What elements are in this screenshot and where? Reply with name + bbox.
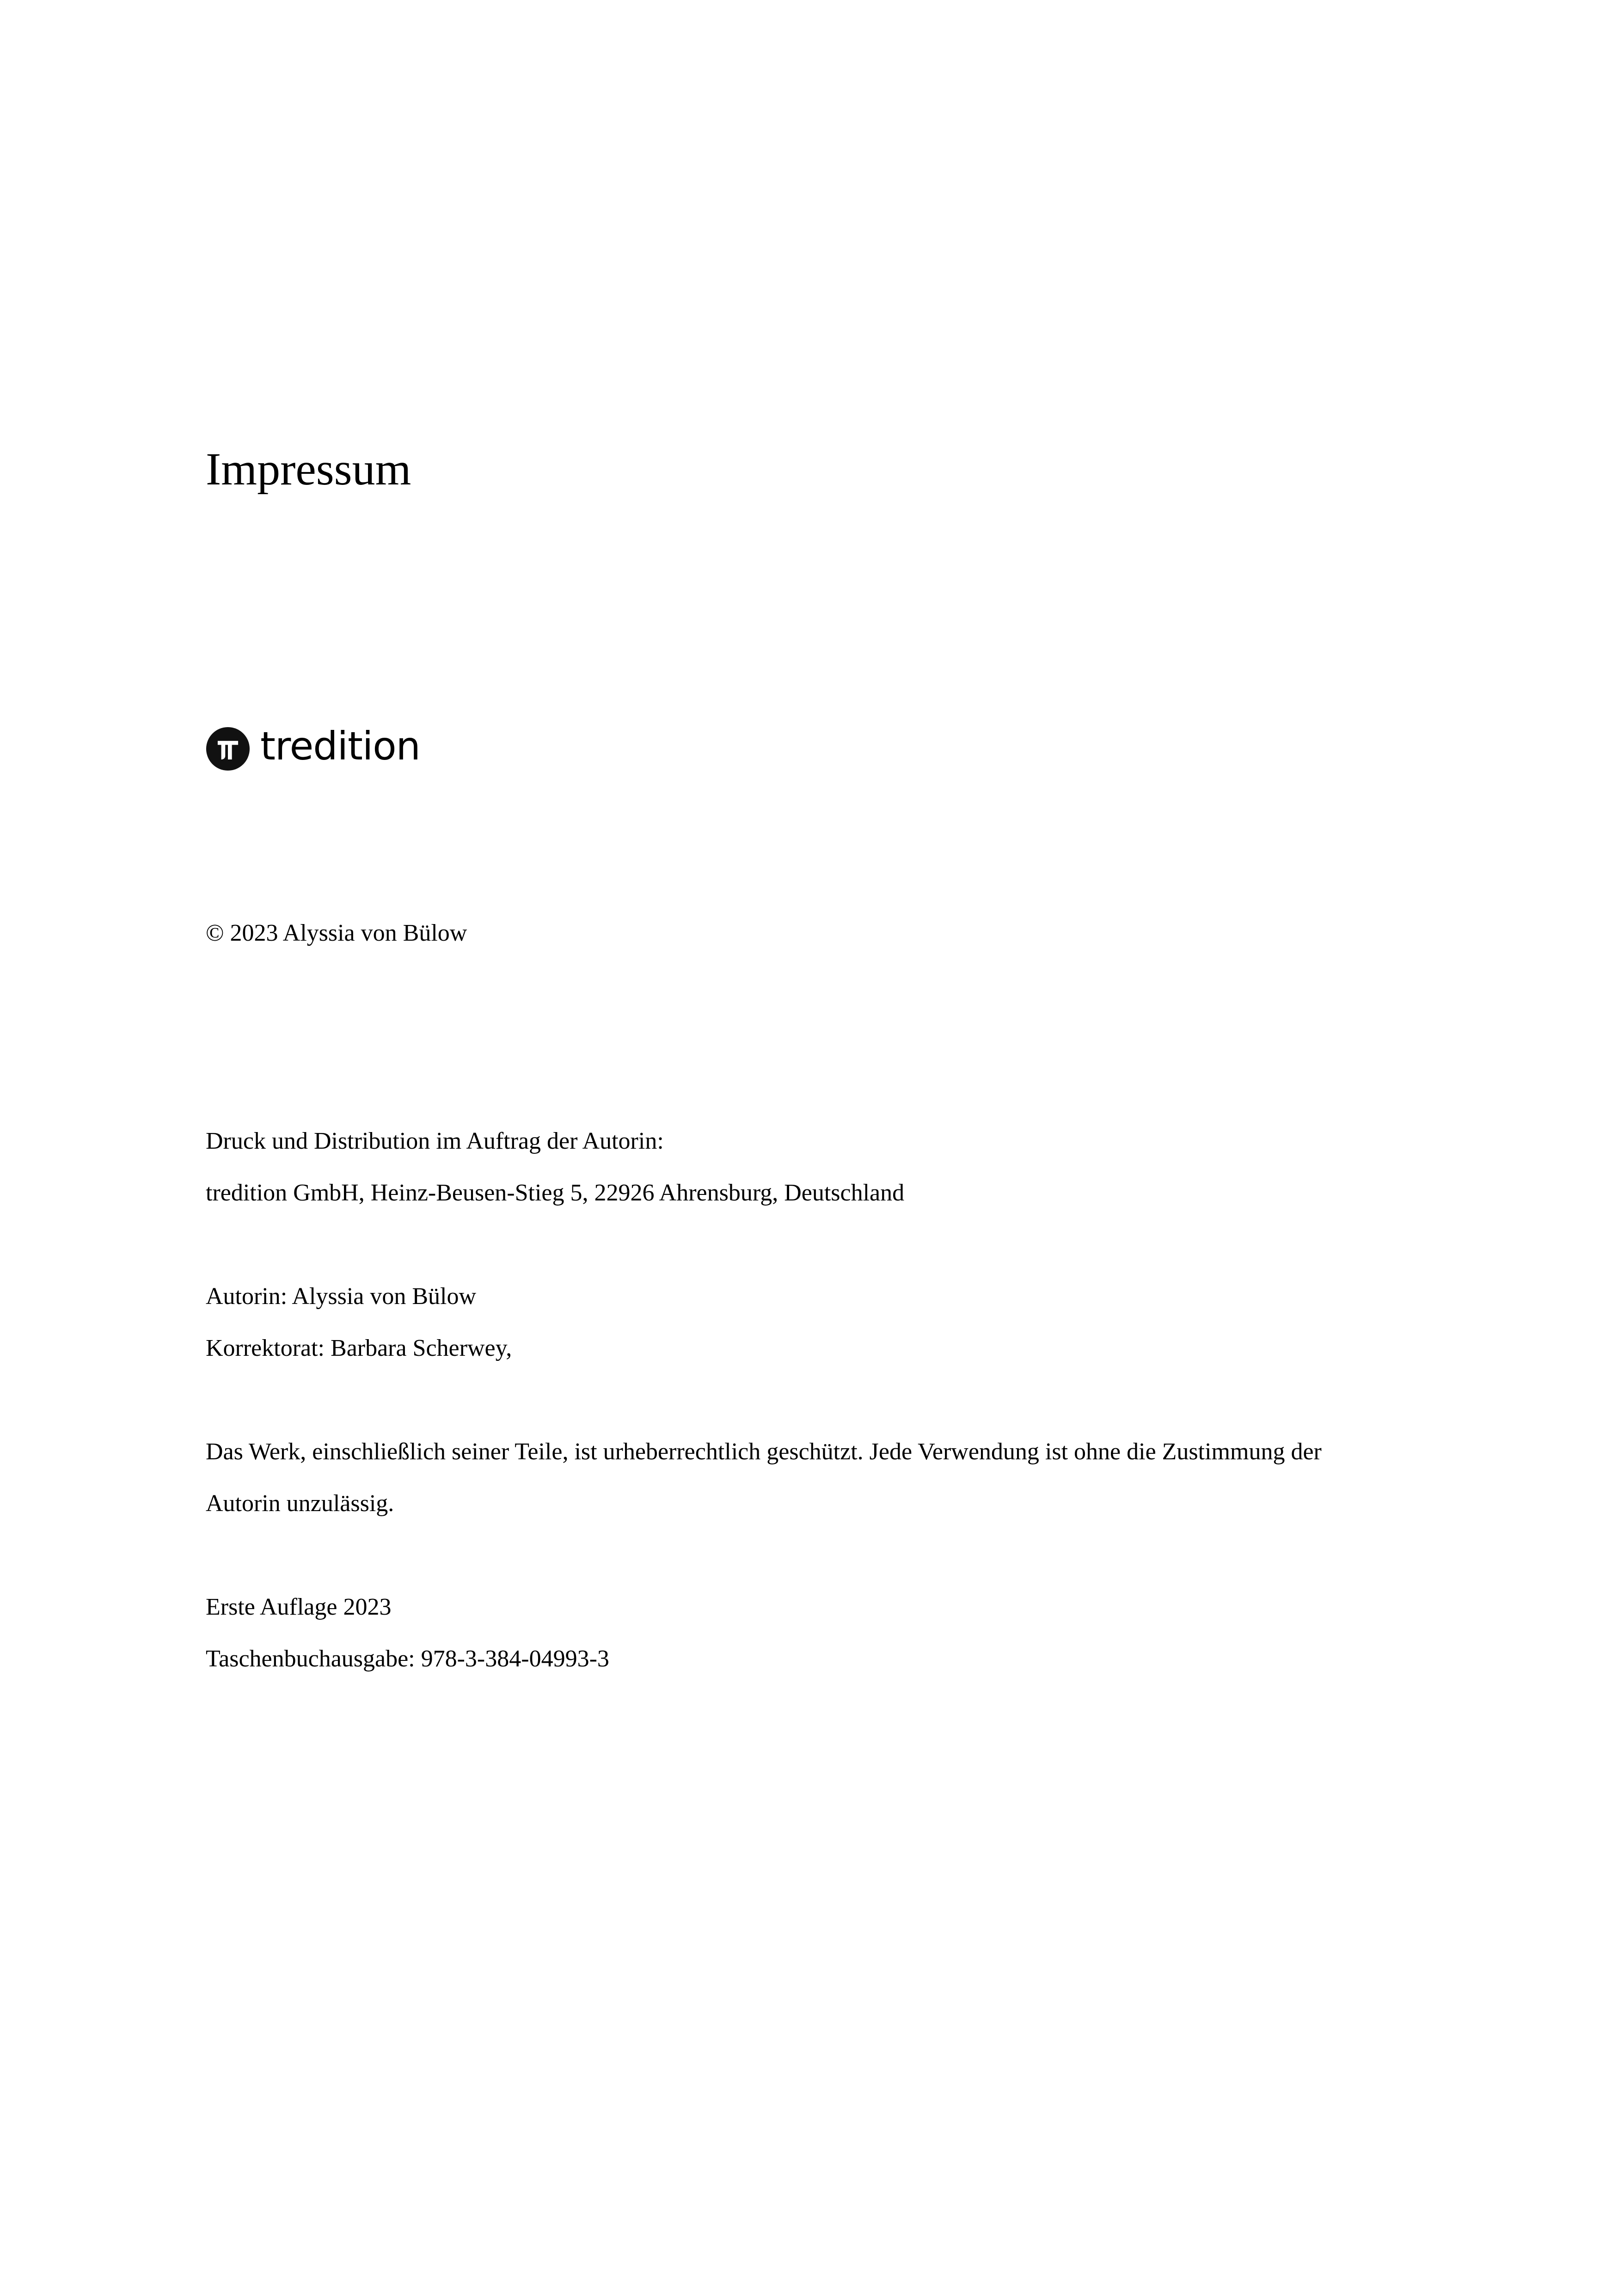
isbn-info: Taschenbuchausgabe: 978-3-384-04993-3 <box>206 1646 609 1672</box>
rights-notice-line-1: Das Werk, einschließlich seiner Teile, ist urheberrechtlich geschützt. Jede Verwendung ist ohne die Zustimmung der <box>206 1439 1322 1465</box>
tredition-logo-icon <box>206 727 250 771</box>
copyright-notice: © 2023 Alyssia von Bülow <box>206 920 467 946</box>
edition-info: Erste Auflage 2023 <box>206 1594 392 1620</box>
page-title: Impressum <box>206 443 411 495</box>
proofreading-credit: Korrektorat: Barbara Scherwey, <box>206 1335 512 1361</box>
logo-wordmark: tredition <box>260 723 420 769</box>
publisher-logo <box>206 723 420 772</box>
author-credit: Autorin: Alyssia von Bülow <box>206 1283 477 1310</box>
publisher-address: tredition GmbH, Heinz-Beusen-Stieg 5, 22926 Ahrensburg, Deutschland <box>206 1180 905 1206</box>
distribution-label: Druck und Distribution im Auftrag der Autorin: <box>206 1128 664 1154</box>
rights-notice-line-2: Autorin unzulässig. <box>206 1490 394 1517</box>
